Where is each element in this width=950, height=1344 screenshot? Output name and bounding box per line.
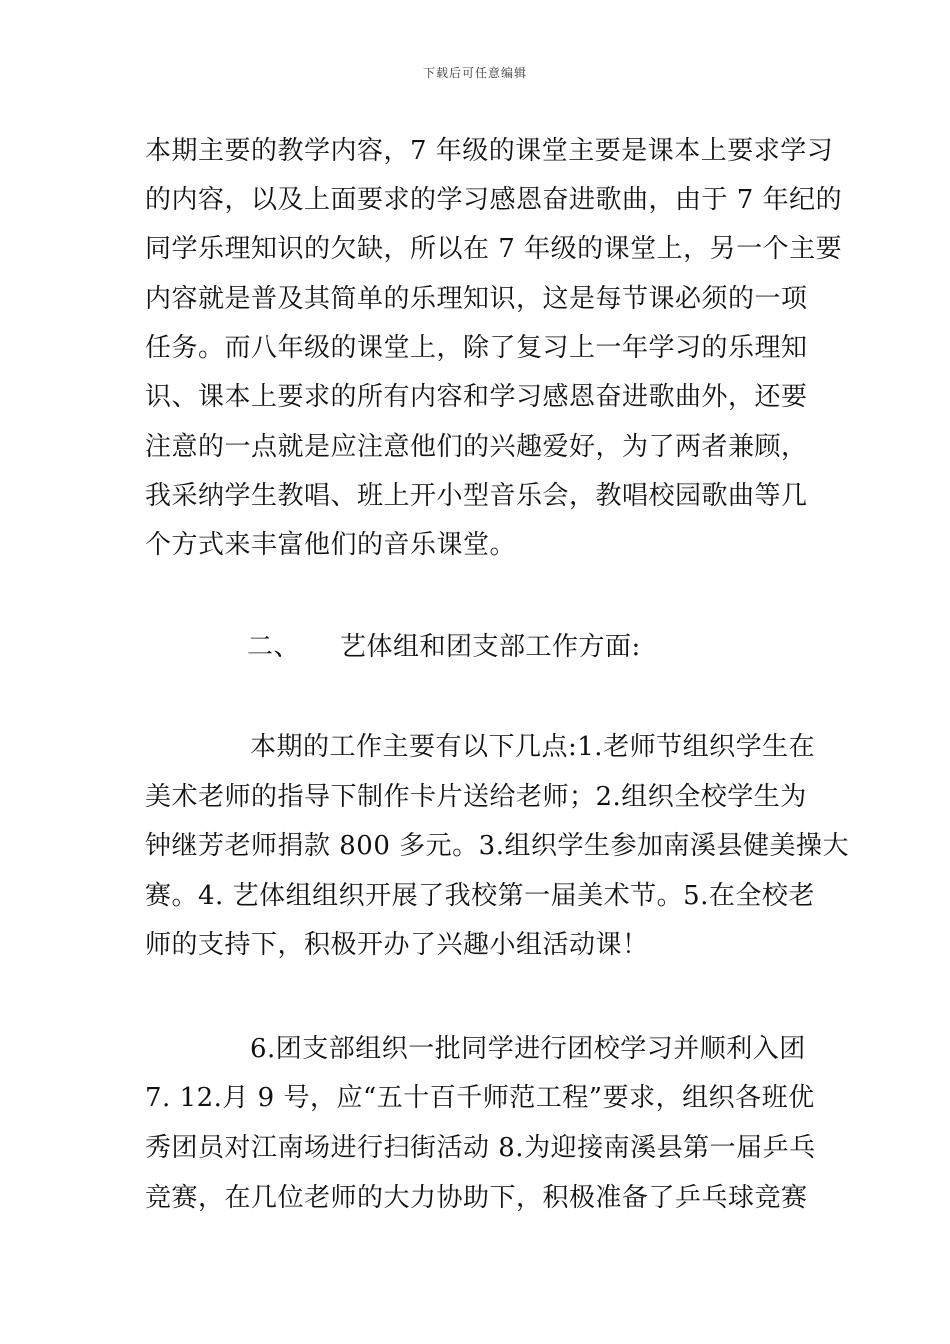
text-line: 竞赛，在几位老师的大力协助下，积极准备了乒乓球竞赛 — [145, 1183, 808, 1213]
text-line: 6.团支部组织一批同学进行团校学习并顺利入团 — [250, 1034, 806, 1064]
text-line: 秀团员对江南场进行扫街活动 8.为迎接南溪县第一届乒乓 — [145, 1133, 816, 1163]
text-line: 我采纳学生教唱、班上开小型音乐会，教唱校园歌曲等几 — [145, 481, 808, 511]
text-line: 同学乐理知识的欠缺，所以在 7 年级的课堂上，另一个主要 — [145, 234, 843, 264]
text-line: 的内容，以及上面要求的学习感恩奋进歌曲，由于 7 年纪的 — [145, 185, 843, 215]
text-line: 识、课本上要求的所有内容和学习感恩奋进歌曲外，还要 — [145, 382, 808, 412]
text-line: 本期的工作主要有以下几点:1.老师节组织学生在 — [250, 732, 816, 762]
text-line: 内容就是普及其简单的乐理知识，这是每节课必须的一项 — [145, 284, 808, 314]
section-title: 艺体组和团支部工作方面: — [340, 632, 641, 662]
text-line: 美术老师的指导下制作卡片送给老师；2.组织全校学生为 — [145, 782, 807, 812]
text-line: 7. 12.月 9 号，应“五十百千师范工程”要求，组织各班优 — [145, 1083, 815, 1113]
text-line: 注意的一点就是应注意他们的兴趣爱好，为了两者兼顾， — [145, 432, 808, 462]
page-header-note: 下载后可任意编辑 — [422, 66, 527, 80]
text-line: 师的支持下，积极开办了兴趣小组活动课！ — [145, 930, 649, 960]
text-line: 个方式来丰富他们的音乐课堂。 — [145, 530, 517, 560]
text-line: 赛。4. 艺体组组织开展了我校第一届美术节。5.在全校老 — [145, 881, 815, 911]
text-line: 钟继芳老师捐款 800 多元。3.组织学生参加南溪县健美操大 — [145, 831, 849, 861]
text-line: 任务。而八年级的课堂上，除了复习上一年学习的乐理知 — [145, 333, 808, 363]
text-line: 本期主要的教学内容，7 年级的课堂主要是课本上要求学习 — [145, 136, 834, 166]
section-number: 二、 — [247, 632, 301, 662]
